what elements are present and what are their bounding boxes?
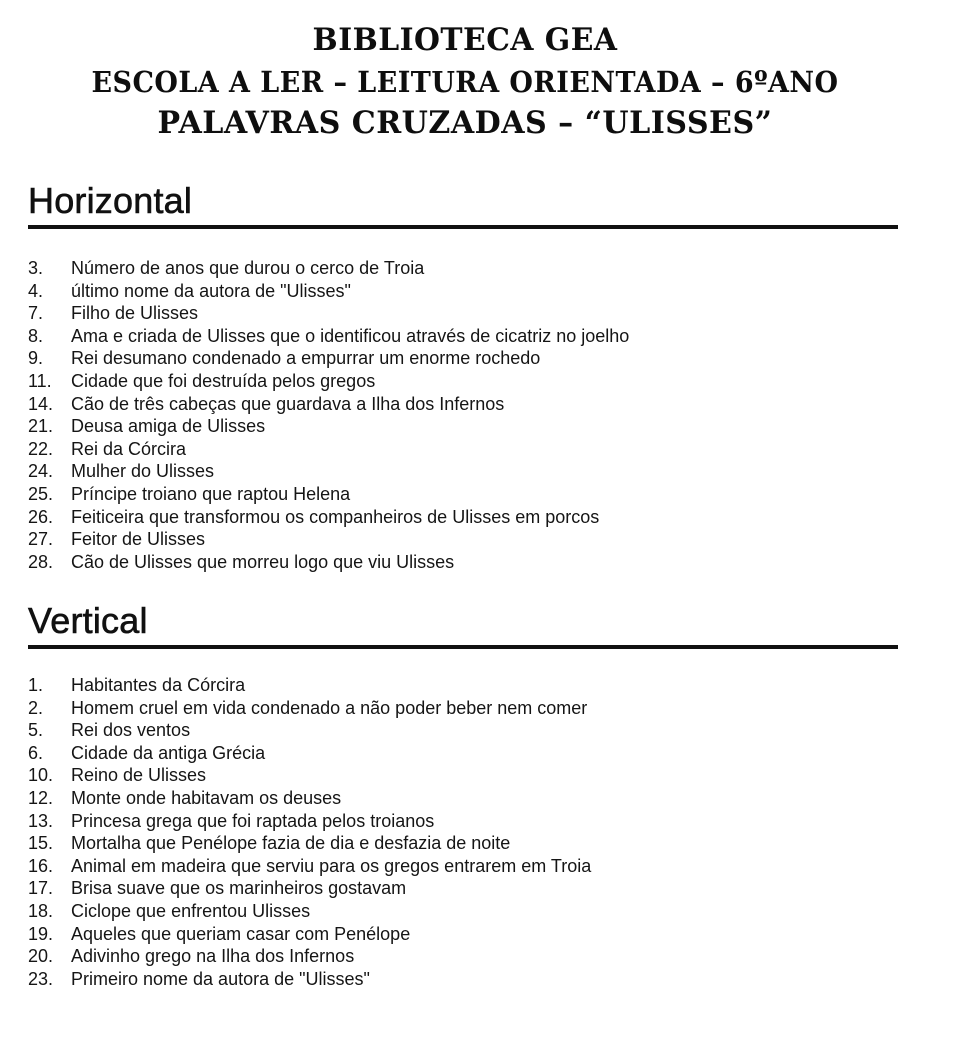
clue-item [28, 325, 629, 348]
clue-number: 7. [28, 303, 44, 324]
clue-text: Reino de Ulisses [71, 765, 207, 786]
clue-number: 12. [28, 787, 54, 808]
clue-number: 18. [28, 900, 54, 921]
clue-number: 6. [28, 742, 44, 763]
clue-item [28, 719, 591, 742]
clue-item [28, 697, 591, 720]
clue-text: Mulher do Ulisses [71, 461, 215, 482]
clue-number: 9. [28, 348, 44, 369]
clue-text: Feitor de Ulisses [71, 529, 206, 550]
clue-number: 4. [28, 280, 44, 301]
activity-title: PALAVRAS CRUZADAS – “ULISSES” [157, 105, 773, 141]
horizontal-heading: Horizontal [28, 180, 193, 221]
vertical-heading: Vertical [28, 600, 148, 641]
clue-number: 13. [28, 810, 54, 831]
clue-number: 17. [28, 878, 54, 899]
clue-number: 24. [28, 461, 54, 482]
clue-number: 14. [28, 393, 54, 414]
clue-item [28, 415, 629, 438]
clue-text: Rei da Córcira [71, 438, 187, 459]
clue-text: Feiticeira que transformou os companheiros de Ulisses em porcos [71, 506, 600, 527]
clue-item [28, 742, 591, 765]
clue-item [28, 393, 629, 416]
clue-number: 15. [28, 833, 54, 854]
clue-item [28, 460, 629, 483]
clue-text: Habitantes da Córcira [71, 675, 246, 695]
clue-number: 27. [28, 529, 54, 550]
clue-text: Animal em madeira que serviu para os gregos entrarem em Troia [71, 855, 592, 876]
clue-item [28, 832, 591, 855]
clue-item [28, 877, 591, 900]
clue-text: Filho de Ulisses [71, 303, 199, 324]
clue-item [28, 900, 591, 923]
clue-text: Rei dos ventos [71, 720, 191, 741]
clue-item [28, 438, 629, 461]
clue-text: Cão de três cabeças que guardava a Ilha dos Infernos [71, 393, 505, 414]
clue-item [28, 257, 629, 280]
clue-number: 11. [28, 370, 52, 391]
clue-item [28, 280, 629, 303]
clue-text: último nome da autora de "Ulisses" [71, 280, 351, 301]
clue-text: Príncipe troiano que raptou Helena [71, 483, 351, 504]
clue-text: Monte onde habitavam os deuses [71, 787, 342, 808]
page-header [0, 18, 930, 144]
clue-text: Cidade que foi destruída pelos gregos [71, 370, 376, 391]
clue-text: Homem cruel em vida condenado a não poder beber nem comer [71, 697, 588, 718]
clue-text: Princesa grega que foi raptada pelos troianos [71, 810, 435, 831]
clue-text: Adivinho grego na Ilha dos Infernos [71, 946, 355, 967]
clue-text: Mortalha que Penélope fazia de dia e desfazia de noite [71, 833, 511, 854]
program-subtitle: ESCOLA A LER – LEITURA ORIENTADA – 6ºANO [91, 65, 839, 99]
clue-item [28, 810, 591, 833]
clue-text: Número de anos que durou o cerco de Troia [71, 258, 425, 278]
clue-item [28, 764, 591, 787]
clue-item [28, 855, 591, 878]
clue-number: 21. [28, 416, 54, 437]
horizontal-clue-list [28, 257, 629, 573]
clue-text: Deusa amiga de Ulisses [71, 416, 266, 437]
clue-text: Cidade da antiga Grécia [71, 742, 266, 763]
clue-item [28, 370, 629, 393]
clue-number: 10. [28, 765, 54, 786]
clue-item [28, 787, 591, 810]
clue-number: 22. [28, 438, 54, 459]
clue-item [28, 923, 591, 946]
clue-number: 25. [28, 483, 54, 504]
clue-number: 28. [28, 551, 54, 572]
clue-item [28, 302, 629, 325]
vertical-divider [28, 645, 898, 649]
clue-number: 3. [28, 258, 44, 278]
clue-item [28, 528, 629, 551]
clue-item [28, 551, 629, 574]
clue-text: Ama e criada de Ulisses que o identificou através de cicatriz no joelho [71, 325, 630, 346]
clue-text: Rei desumano condenado a empurrar um enorme rochedo [71, 348, 541, 369]
clue-text: Ciclope que enfrentou Ulisses [71, 900, 311, 921]
clue-item [28, 483, 629, 506]
clue-item [28, 506, 629, 529]
clue-item [28, 968, 591, 991]
clue-number: 26. [28, 506, 54, 527]
clue-number: 19. [28, 923, 54, 944]
clue-number: 16. [28, 855, 54, 876]
clue-number: 23. [28, 968, 54, 989]
clue-number: 20. [28, 946, 54, 967]
clue-item [28, 347, 629, 370]
clue-item [28, 945, 591, 968]
clue-text: Cão de Ulisses que morreu logo que viu Ulisses [71, 551, 455, 572]
clue-item [28, 674, 591, 697]
clue-text: Primeiro nome da autora de "Ulisses" [71, 968, 370, 989]
clue-number: 5. [28, 720, 44, 741]
clue-number: 1. [28, 675, 44, 695]
horizontal-divider [28, 225, 898, 229]
vertical-clue-list [28, 674, 591, 990]
library-title: BIBLIOTECA GEA [312, 22, 618, 58]
clue-text: Aqueles que queriam casar com Penélope [71, 923, 411, 944]
clue-number: 2. [28, 697, 44, 718]
clue-number: 8. [28, 325, 44, 346]
clue-text: Brisa suave que os marinheiros gostavam [71, 878, 407, 899]
